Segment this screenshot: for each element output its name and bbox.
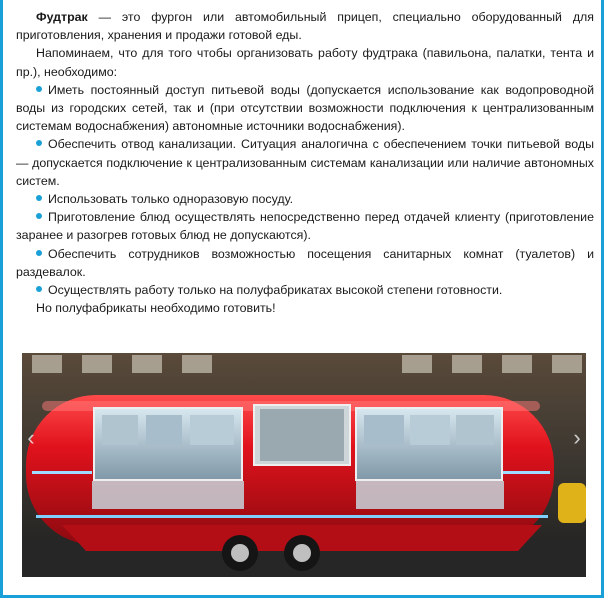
bullet-icon xyxy=(36,213,42,219)
bullet-icon xyxy=(36,195,42,201)
intro-paragraph xyxy=(16,8,594,44)
photo-next-arrow-icon: › xyxy=(573,425,581,450)
list-item xyxy=(16,81,594,136)
list-item xyxy=(16,135,594,190)
food-trailer-photo xyxy=(22,353,586,577)
photo-prev-arrow-icon: ‹ xyxy=(27,425,35,450)
reminder-paragraph: Напоминаем, что для того чтобы организовать работу фудтрака (павильона, палатки, тента и пр.), необходимо: xyxy=(16,46,594,79)
list-item-text: Обеспечить сотрудников возможностью посещения санитарных комнат (туалетов) и раздевалок. xyxy=(16,246,594,279)
bullet-icon xyxy=(36,286,42,292)
list-item xyxy=(16,281,594,299)
intro-term: Фудтрак xyxy=(36,10,88,24)
list-item-text: Иметь постоянный доступ питьевой воды (допускается использование как водопроводной воды из городских сетей, так и (при отсутствии возможности подключения к централизованным системам водоснабжения) автономные источники водоснабжения). xyxy=(16,82,594,134)
article-text xyxy=(16,8,594,317)
list-item-text: Использовать только одноразовую посуду. xyxy=(48,192,294,207)
bullet-icon xyxy=(36,86,42,92)
intro-definition: — это фургон или автомобильный прицеп, специально оборудованный для приготовления, хранения и продажи готовой еды. xyxy=(16,10,594,43)
list-item-text: Приготовление блюд осуществлять непосредственно перед отдачей клиенту (приготовление заранее и разогрев готовых блюд не допускаются). xyxy=(16,210,594,243)
list-item xyxy=(16,208,594,244)
list-item xyxy=(16,190,594,208)
list-item xyxy=(16,245,594,281)
closing-paragraph: Но полуфабрикаты необходимо готовить! xyxy=(36,301,276,316)
list-item-text: Осуществлять работу только на полуфабрикатах высокой степени готовности. xyxy=(48,283,503,298)
bullet-icon xyxy=(36,250,42,256)
list-item-text: Обеспечить отвод канализации. Ситуация аналогична с обеспечением точки питьевой воды — допускается подключение к централизованным системам канализации или наличие автономных систем. xyxy=(16,137,594,188)
food-trailer-illustration xyxy=(22,353,586,577)
bullet-icon xyxy=(36,140,42,146)
